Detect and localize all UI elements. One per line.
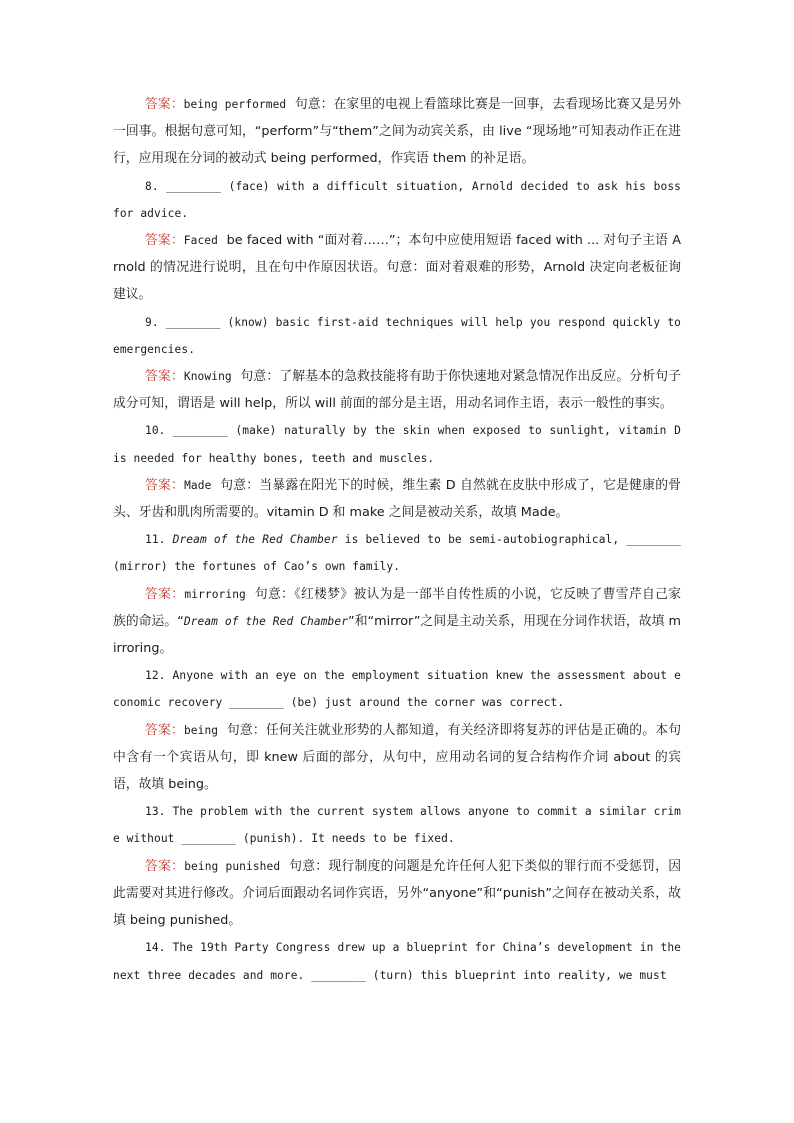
question-14: 14. The 19th Party Congress drew up a blueprint for China’s development in the next three decades and more. ________ (turn) this blueprint into reality, we must bbox=[113, 941, 681, 982]
answer-12: 答案：being 句意：任何关注就业形势的人都知道，有关经济即将复苏的评估是正确的。本句中含有一个宾语从句，即 knew 后面的部分，从句中，应用动名词的复合结构作介词 about 的宾语，故填 being。 bbox=[113, 722, 682, 793]
question-8: 8. ________ (face) with a difficult situation, Arnold decided to ask his boss for advice. bbox=[113, 179, 681, 220]
answer-8: 答案：Faced be faced with “面对着……”；本句中应使用短语 faced with ... 对句子主语 Arnold 的情况进行说明，且在句中作原因状语。句意：面对着艰难的形势，Arnold 决定向老板征询建议。 bbox=[113, 233, 682, 303]
question-10: 10. ________ (make) naturally by the skin when exposed to sunlight, vitamin D is needed for healthy bones, teeth and muscles. bbox=[113, 424, 681, 465]
answer-label: 答案： bbox=[145, 586, 185, 602]
answer-label: 答案： bbox=[145, 97, 184, 112]
answer-7: 答案：being performed 句意：在家里的电视上看篮球比赛是一回事，去看现场比赛又是另外一回事。根据句意可知，“perform”与“them”之间为动宾关系，由 live “现场地”可知表动作正在进行，应用现在分词的被动式 being performed，作宾语 them 的补足语。 bbox=[113, 97, 682, 167]
question-9: 9. ________ (know) basic first-aid techniques will help you respond quickly to emergencies. bbox=[113, 315, 681, 356]
answer-label: 答案： bbox=[145, 722, 184, 738]
answer-13: 答案：being punished 句意：现行制度的问题是允许任何人犯下类似的罪行而不受惩罚，因此需要对其进行修改。介词后面跟动名词作宾语，另外“anyone”和“punish”之间存在被动关系，故填 being punished。 bbox=[113, 858, 682, 929]
answer-9: 答案：Knowing 句意：了解基本的急救技能将有助于你快速地对紧急情况作出反应。分析句子成分可知，谓语是 will help，所以 will 前面的部分是主语，用动名词作主语，表示一般性的事实。 bbox=[113, 369, 682, 412]
answer-11: 答案：mirroring 句意：《红楼梦》被认为是一部半自传性质的小说，它反映了曹雪芹自己家族的命运。“Dream of the Red Chamber”和“mirror”之间是主动关系，用现在分词作状语，故填 mirroring。 bbox=[113, 586, 682, 657]
answer-label: 答案： bbox=[145, 858, 185, 874]
question-13: 13. The problem with the current system allows anyone to commit a similar crime without ________ (punish). It needs to be fixed. bbox=[113, 805, 681, 846]
document-content bbox=[113, 91, 681, 989]
question-11: 11. Dream of the Red Chamber is believed to be semi-autobiographical, ________ (mirror) the fortunes of Cao’s own family. bbox=[113, 533, 681, 574]
answer-label: 答案： bbox=[145, 369, 184, 385]
answer-label: 答案： bbox=[145, 233, 184, 249]
question-12: 12. Anyone with an eye on the employment situation knew the assessment about economic recovery ________ (be) just around the corner was correct. bbox=[113, 669, 681, 710]
answer-10: 答案：Made 句意：当暴露在阳光下的时候，维生素 D 自然就在皮肤中形成了，它是健康的骨头、牙齿和肌肉所需要的。vitamin D 和 make 之间是被动关系，故填 Made。 bbox=[113, 477, 682, 521]
answer-label: 答案： bbox=[145, 477, 185, 493]
